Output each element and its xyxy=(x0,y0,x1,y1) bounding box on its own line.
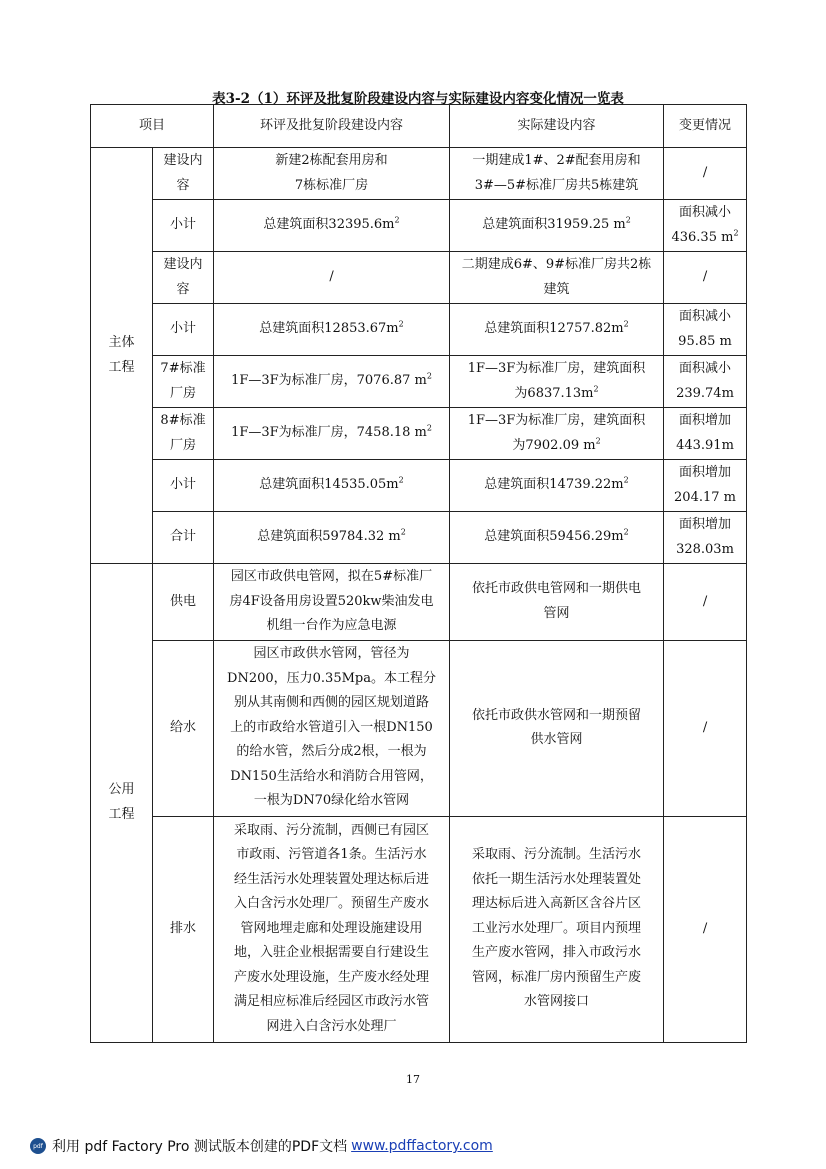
cell-sub: 排水 xyxy=(153,816,214,1042)
cell-eia: 园区市政供水管网，管径为 DN200，压力0.35Mpa。本工程分 别从其南侧和西侧的园区规划道路 上的市政给水管道引入一根DN150 的给水管，然后分成2根，一根为 DN150生活给水和消防合用管网， 一根为DN70绿化给水管网 xyxy=(214,640,450,816)
group-public-engineering: 公用 工程 xyxy=(91,564,153,1043)
footer-text: 利用 pdf Factory Pro 测试版本创建的PDF文档 xyxy=(52,1139,348,1155)
cell-eia: / xyxy=(214,252,450,304)
table-row xyxy=(91,148,747,200)
cell-sub: 小计 xyxy=(153,304,214,356)
cell-sub: 给水 xyxy=(153,640,214,816)
table-row xyxy=(91,640,747,816)
cell-change: 面积增加 328.03m xyxy=(664,512,747,564)
cell-eia: 1F—3F为标准厂房，7076.87 $m^2$ xyxy=(214,356,450,408)
cell-change: / xyxy=(664,640,747,816)
cell-sub: 8#标准 厂房 xyxy=(153,408,214,460)
cell-actual: 总建筑面积$14739.22m^2$ xyxy=(450,460,664,512)
comparison-table xyxy=(90,104,747,1043)
table-row xyxy=(91,304,747,356)
table-row xyxy=(91,408,747,460)
cell-eia: 园区市政供电管网，拟在5#标准厂 房4F设备用房设置520kw柴油发电 机组一台作为应急电源 xyxy=(214,564,450,641)
cell-eia: 总建筑面积$12853.67m^2$ xyxy=(214,304,450,356)
cell-change: / xyxy=(664,816,747,1042)
cell-eia: 总建筑面积$14535.05m^2$ xyxy=(214,460,450,512)
cell-actual: 总建筑面积$59456.29m^2$ xyxy=(450,512,664,564)
cell-change: 面积增加 443.91m xyxy=(664,408,747,460)
table-body xyxy=(91,148,747,1043)
header-change: 变更情况 xyxy=(664,105,747,148)
cell-eia: 采取雨、污分流制，西侧已有园区 市政雨、污管道各1条。生活污水 经生活污水处理装置处理达标后进 入白含污水处理厂。预留生产废水 管网地埋走廊和处理设施建设用 地，入驻企业根据需要自行建设生 产废水处理设施，生产废水经处理 满足相应标准后经园区市政污水管 网进入白含污水处理厂 xyxy=(214,816,450,1042)
cell-change: 面积减小 239.74m xyxy=(664,356,747,408)
table-row xyxy=(91,200,747,252)
cell-change: 面积增加 204.17 m xyxy=(664,460,747,512)
cell-actual: 1F—3F为标准厂房，建筑面积 为$6837.13m^2$ xyxy=(450,356,664,408)
cell-change: 面积减小 436.35 $m^2$ xyxy=(664,200,747,252)
cell-actual: 二期建成6#、9#标准厂房共2栋 建筑 xyxy=(450,252,664,304)
cell-sub: 建设内 容 xyxy=(153,252,214,304)
pdf-footer xyxy=(30,1136,493,1156)
cell-sub: 小计 xyxy=(153,460,214,512)
table-row xyxy=(91,816,747,1042)
table-row xyxy=(91,356,747,408)
pdf-logo-icon: pdf xyxy=(30,1138,46,1154)
cell-sub: 7#标准 厂房 xyxy=(153,356,214,408)
header-actual: 实际建设内容 xyxy=(450,105,664,148)
page-number: 17 xyxy=(406,1073,420,1086)
group-main-engineering: 主体 工程 xyxy=(91,148,153,564)
cell-eia: 总建筑面积$32395.6m^2$ xyxy=(214,200,450,252)
header-eia: 环评及批复阶段建设内容 xyxy=(214,105,450,148)
table-row xyxy=(91,512,747,564)
table-caption: 表3-2（1）环评及批复阶段建设内容与实际建设内容变化情况一览表 xyxy=(212,91,624,107)
cell-sub: 供电 xyxy=(153,564,214,641)
cell-actual: 总建筑面积$12757.82m^2$ xyxy=(450,304,664,356)
cell-sub: 建设内 容 xyxy=(153,148,214,200)
table-row xyxy=(91,564,747,641)
header-item: 项目 xyxy=(91,105,214,148)
cell-sub: 小计 xyxy=(153,200,214,252)
cell-actual: 依托市政供水管网和一期预留 供水管网 xyxy=(450,640,664,816)
table-row xyxy=(91,460,747,512)
cell-actual: 总建筑面积31959.25 $m^2$ xyxy=(450,200,664,252)
cell-change: / xyxy=(664,148,747,200)
cell-actual: 一期建成1#、2#配套用房和 3#—5#标准厂房共5栋建筑 xyxy=(450,148,664,200)
cell-actual: 采取雨、污分流制。生活污水 依托一期生活污水处理装置处 理达标后进入高新区含谷片区 工业污水处理厂。项目内预埋 生产废水管网，排入市政污水 管网，标准厂房内预留生产废 水管网接口 xyxy=(450,816,664,1042)
table-row xyxy=(91,252,747,304)
cell-actual: 依托市政供电管网和一期供电 管网 xyxy=(450,564,664,641)
cell-actual: 1F—3F为标准厂房，建筑面积 为7902.09 $m^2$ xyxy=(450,408,664,460)
cell-eia: 新建2栋配套用房和 7栋标准厂房 xyxy=(214,148,450,200)
cell-change: 面积减小 95.85 m xyxy=(664,304,747,356)
cell-eia: 1F—3F为标准厂房，7458.18 $m^2$ xyxy=(214,408,450,460)
cell-eia: 总建筑面积59784.32 $m^2$ xyxy=(214,512,450,564)
footer-link[interactable]: www.pdffactory.com xyxy=(351,1138,493,1154)
cell-sub: 合计 xyxy=(153,512,214,564)
cell-change: / xyxy=(664,564,747,641)
cell-change: / xyxy=(664,252,747,304)
